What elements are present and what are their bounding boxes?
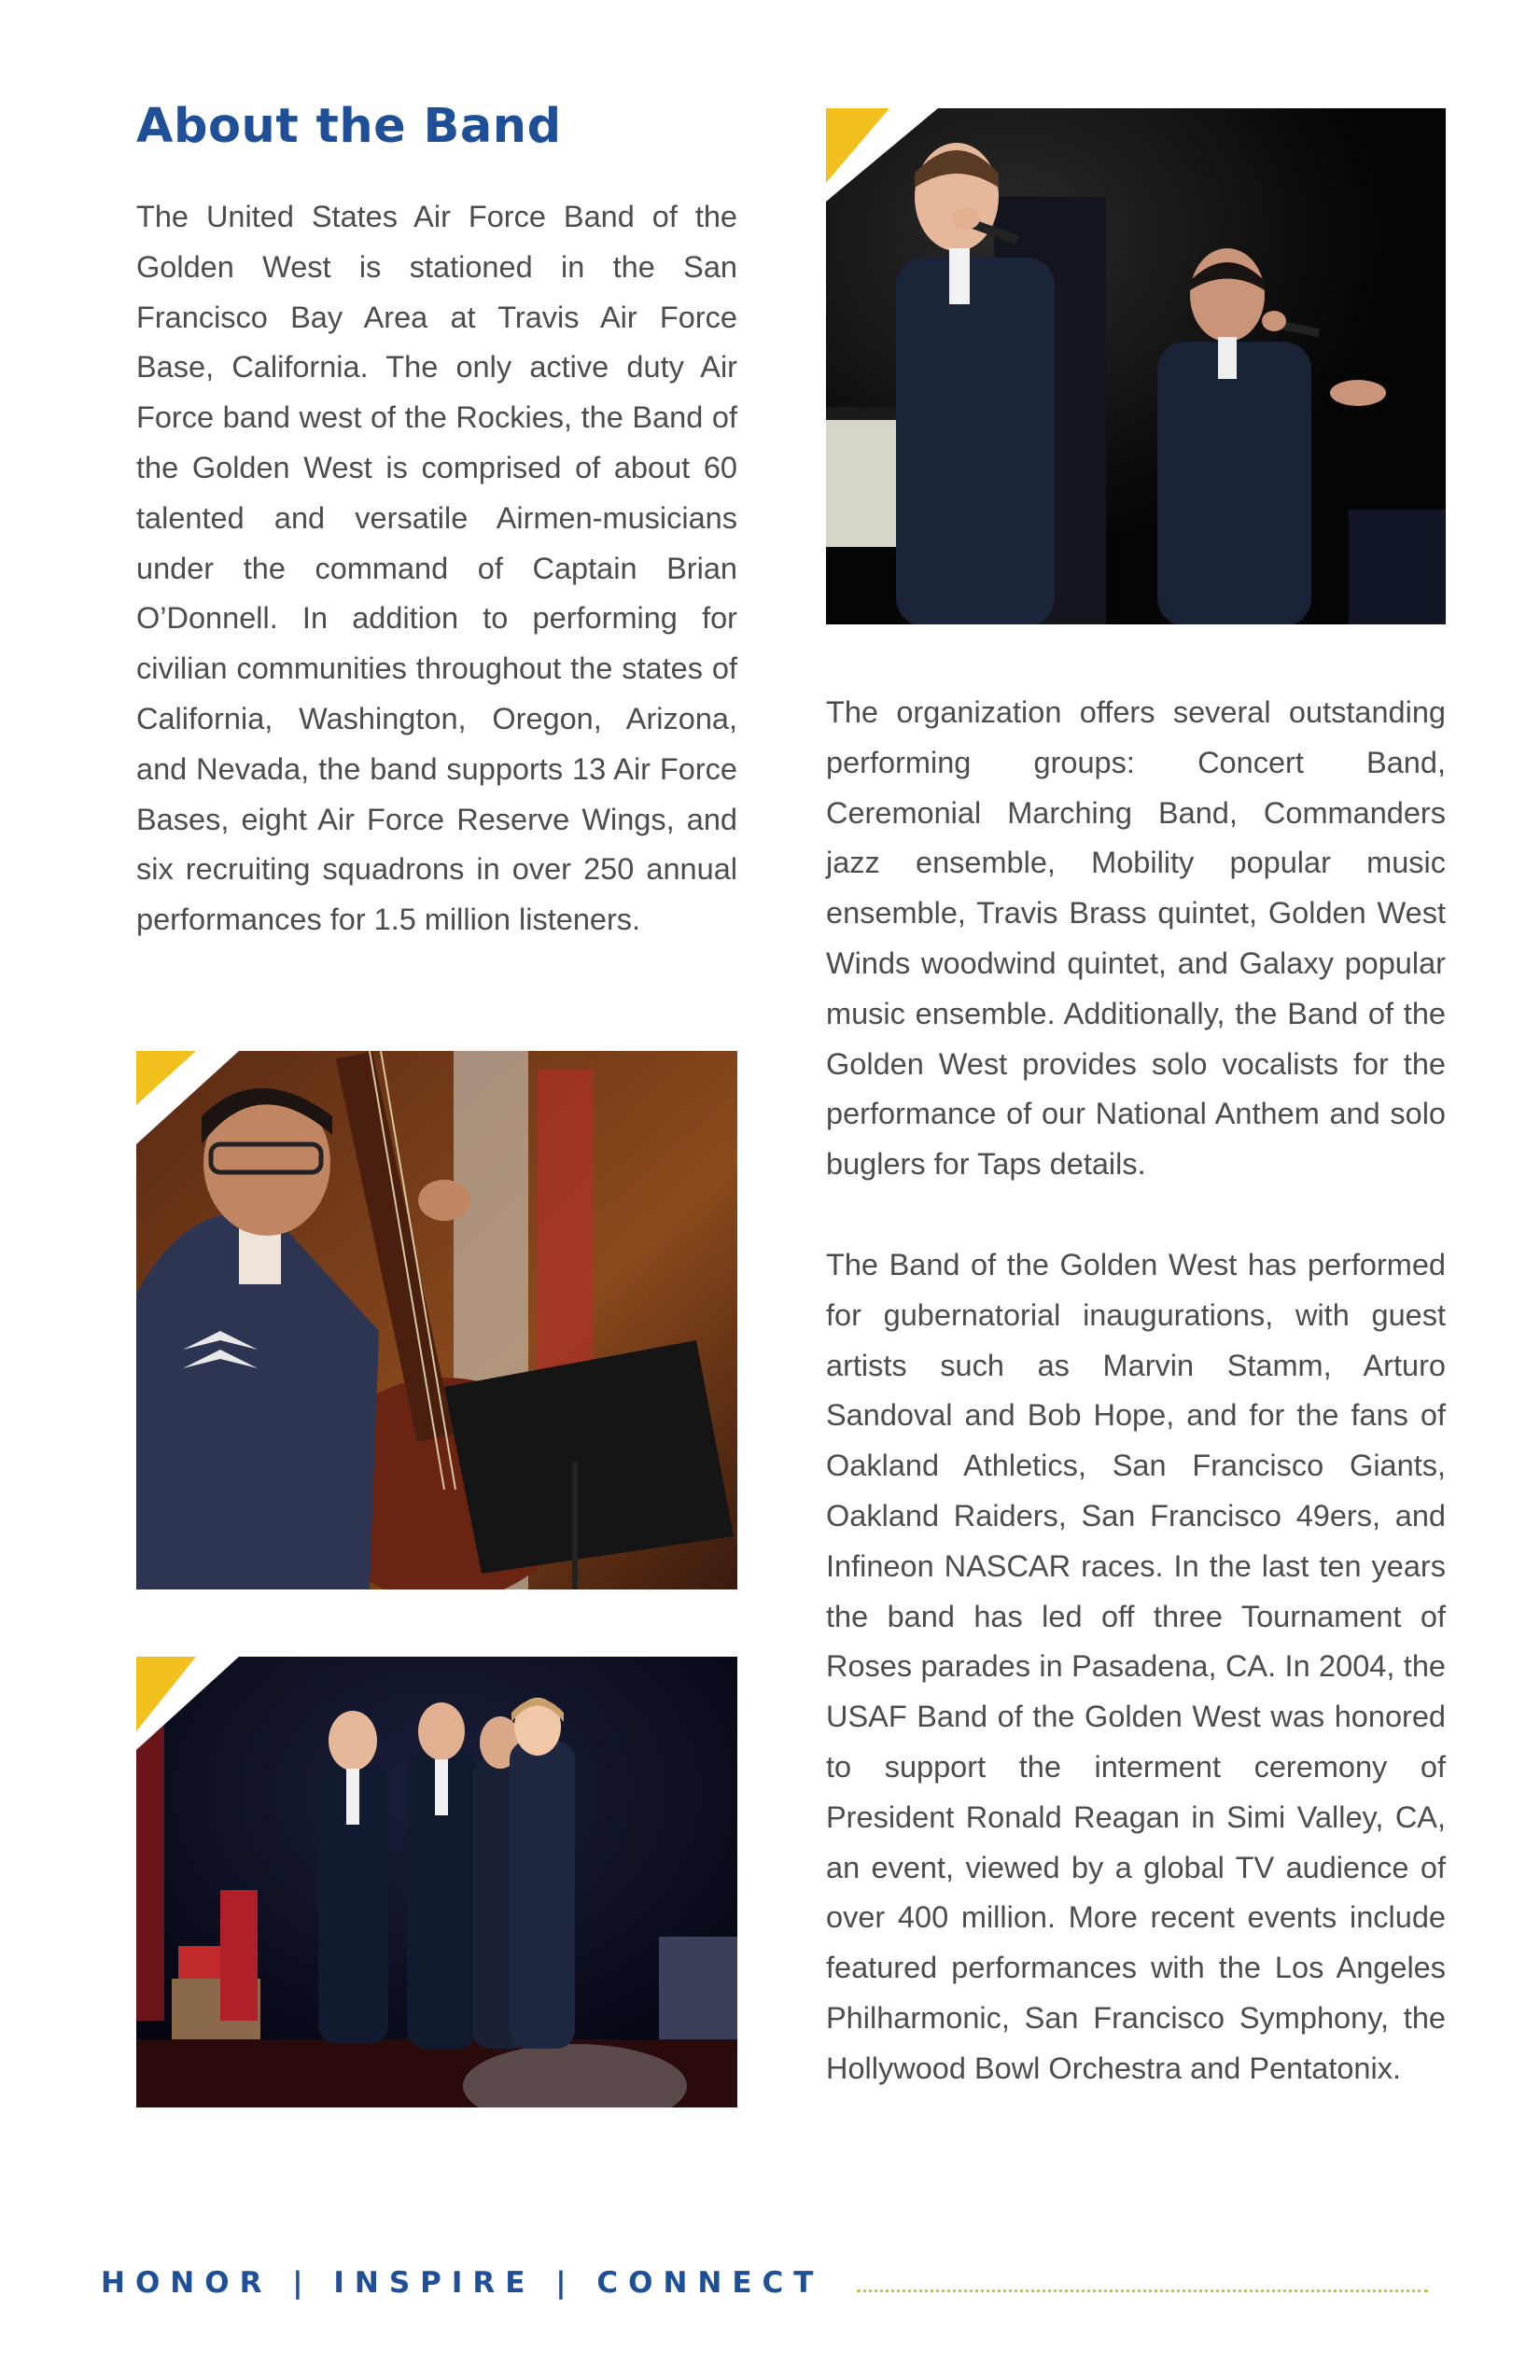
corner-accent-icon xyxy=(136,1051,239,1144)
history-paragraph: The Band of the Golden West has performed for gubernatorial inaugurations, with guest artists such as Marvin Stamm, Arturo Sandoval and Bob Hope, and for the fans of Oakland Athletics, San Francisco Giants, Oakland Raiders, San Francisco 49ers, and Infineon NASCAR races. In the last ten years the band has led off three Tournament of Roses parades in Pasadena, CA. In 2004, the USAF Band of the Golden West was honored to support the interment ceremony of President Ronald Reagan in Simi Valley, CA, an event, viewed by a global TV audience of over 400 million. More recent events include featured performances with the Los Angeles Philharmonic, San Francisco Symphony, the Hollywood Bowl Orchestra and Pentatonix. xyxy=(826,1248,1446,2085)
footer-divider xyxy=(857,2289,1428,2292)
page-title: About the Band xyxy=(136,99,562,154)
intro-paragraph: The United States Air Force Band of the Golden West is stationed in the San Francisco Bay Area at Travis Air Force Base, California. The only active duty Air Force band west of the Rockies, the Band of the Golden West is comprised of about 60 talented and versatile Airmen-musicians under the command of Captain Brian O’Donnell. In addition to performing for civilian communities throughout the states of California, Washington, Oregon, Arizona, and Nevada, the band supports 13 Air Force Bases, eight Air Force Reserve Wings, and six recruiting squadrons in over 250 annual performances for 1.5 million listeners. xyxy=(136,200,737,937)
bassist-photo xyxy=(136,1051,737,1589)
corner-accent-icon xyxy=(826,108,938,202)
vocalists-photo xyxy=(826,108,1446,624)
vocal-quartet-photo xyxy=(136,1657,737,2107)
footer-tagline: HONOR | INSPIRE | CONNECT xyxy=(101,2266,824,2300)
corner-accent-icon xyxy=(136,1657,239,1750)
groups-paragraph: The organization offers several outstanding performing groups: Concert Band, Ceremonial Marching Band, Commanders jazz ensemble, Mobility popular music ensemble, Travis Brass quintet, Golden West Winds woodwind quintet, and Galaxy popular music ensemble. Additionally, the Band of the Golden West provides solo vocalists for the performance of our National Anthem and solo buglers for Taps details. xyxy=(826,695,1446,1182)
